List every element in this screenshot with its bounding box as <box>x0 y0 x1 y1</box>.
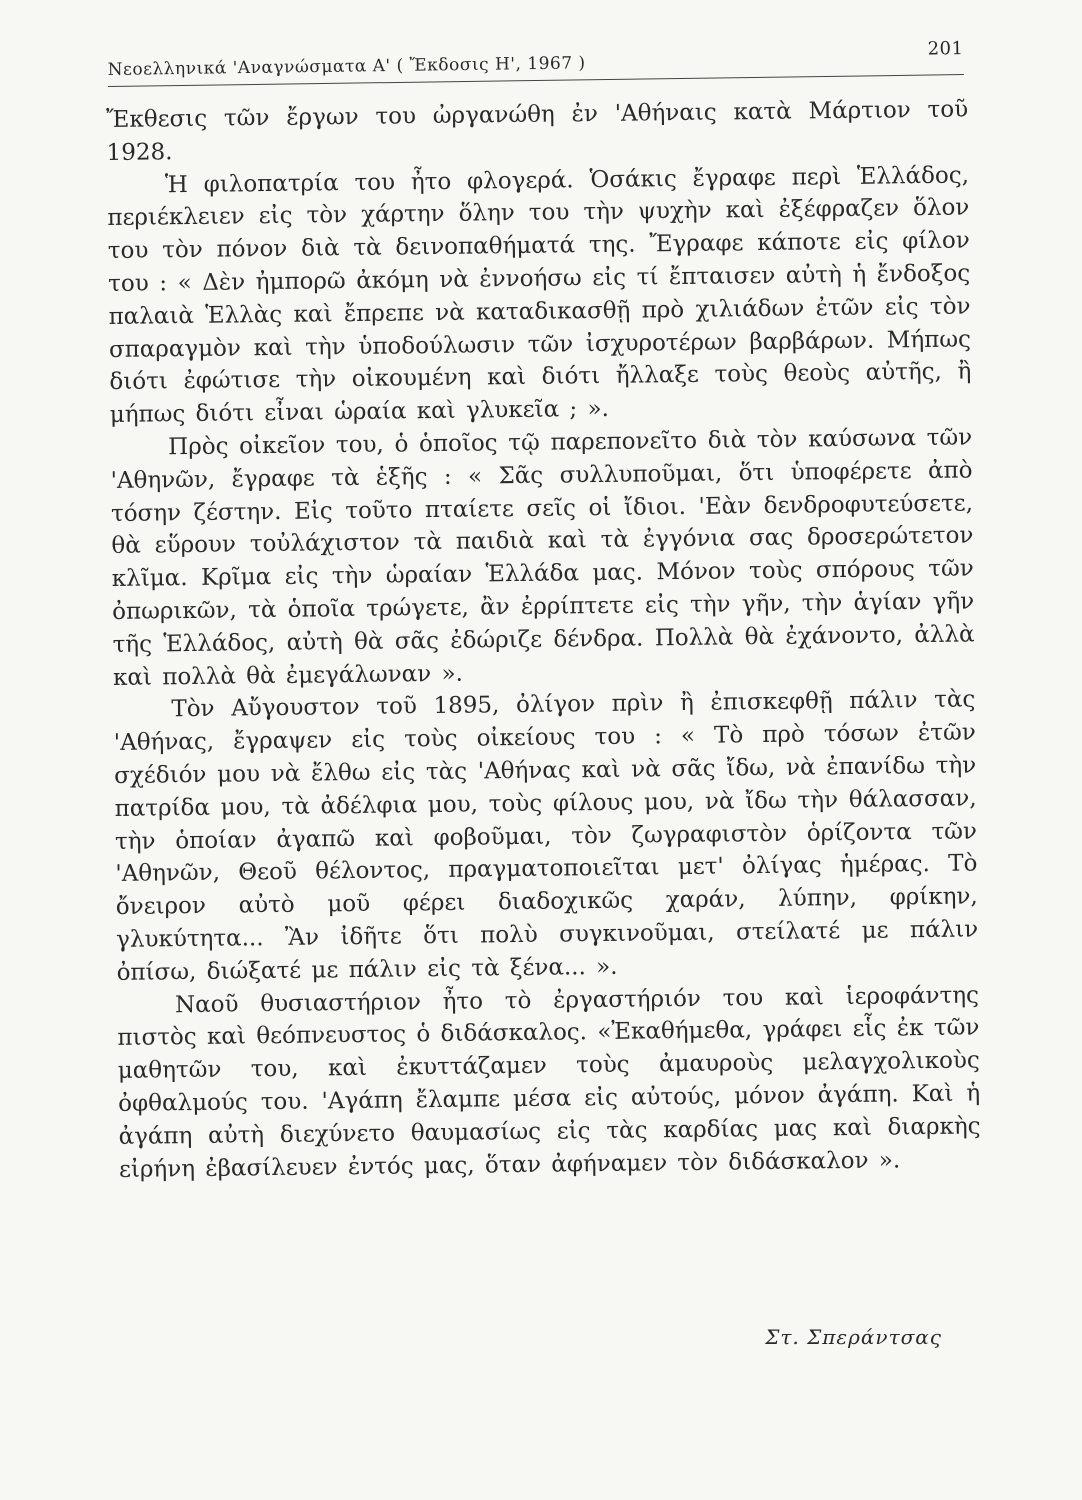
page-number: 201 <box>927 38 964 60</box>
running-title: Νεοελληνικά 'Αναγνώσματα Α' ( Ἔκδοσις Η', 1967 ) <box>107 53 586 81</box>
paragraph: Ναοῦ θυσιαστήριον ἦτο τὸ ἐργαστήριόν του καὶ ἱεροφάντης πιστὸς καὶ θεόπνευστος ὁ διδάσκαλος. «Ἐκαθήμεθα, γράφει εἷς ἐκ τῶν μαθητῶν του, καὶ ἐκυττάζαμεν τοὺς ἀμαυροὺς μελαγχολικοὺς ὀφθαλμούς του. 'Αγάπη ἔλαμπε μέσα εἰς αὐτούς, μόνον ἀγάπη. Καὶ ἡ ἀγάπη αὐτὴ διεχύνετο θαυμασίως εἰς τὰς καρδίας μας καὶ διαρκὴς εἰρήνη ἐβασίλευεν ἐντός μας, ὅταν ἀφήναμεν τὸν διδάσκαλον ». <box>117 981 981 1183</box>
author-signature: Στ. Σπεράντσας <box>765 1325 942 1349</box>
paragraph: Ἡ φιλοπατρία του ἦτο φλογερά. Ὁσάκις ἔγραφε περὶ Ἑλλάδος, περιέκλειεν εἰς τὸν χάρτην ὅλην του τὴν ψυχὴν καὶ ἐξέφραζεν ὅλον του τὸν πόνον διὰ τὰ δεινοπαθήματά της. Ἔγραφε κάποτε εἰς φίλον του : « Δὲν ἠμπορῶ ἀκόμη νὰ ἐννοήσω εἰς τί ἔπταισεν αὐτὴ ἡ ἔνδοξος παλαιὰ Ἑλλὰς καὶ ἔπρεπε νὰ καταδικασθῇ πρὸ χιλιάδων ἐτῶν εἰς τὸν σπαραγμὸν καὶ τὴν ὑποδούλωσιν τῶν ἰσχυροτέρων βαρβάρων. Μήπως διότι ἐφώτισε τὴν οἰκουμένη καὶ διότι ἤλλαξε τοὺς θεοὺς αὐτῆς, ἢ μήπως διότι εἶναι ὡραία καὶ γλυκεῖα ; ». <box>107 162 972 429</box>
body-text <box>106 93 981 1186</box>
paragraph: Πρὸς οἰκεῖον του, ὁ ὁποῖος τῷ παρεπονεῖτο διὰ τὸν καύσωνα τῶν 'Αθηνῶν, ἔγραφε τὰ ἑξῆς : « Σᾶς συλλυποῦμαι, ὅτι ὑποφέρετε ἀπὸ τόσην ζέστην. Εἰς τοῦτο πταίετε σεῖς οἱ ἴδιοι. 'Εὰν δενδροφυτεύσετε, θὰ εὕρουν τοὐλάχιστον τὰ παιδιὰ καὶ τὰ ἐγγόνια σας δροσερώτετον κλῖμα. Κρῖμα εἰς τὴν ὡραίαν Ἑλλάδα μας. Μόνον τοὺς σπόρους τῶν ὀπωρικῶν, τὰ ὁποῖα τρώγετε, ἂν ἐρρίπτετε εἰς τὴν γῆν, τὴν ἁγίαν γῆν τῆς Ἑλλάδος, αὐτὴ θὰ σᾶς ἐδώριζε δένδρα. Πολλὰ θὰ ἐχάνοντο, ἀλλὰ καὶ πολλὰ θὰ ἐμεγάλωναν ». <box>110 424 975 691</box>
paragraph: Τὸν Αὔγουστον τοῦ 1895, ὀλίγον πρὶν ἢ ἐπισκεφθῇ πάλιν τὰς 'Αθήνας, ἔγραψεν εἰς τοὺς οἰκείους του : « Τὸ πρὸ τόσων ἐτῶν σχέδιόν μου νὰ ἔλθω εἰς τὰς 'Αθήνας καὶ νὰ σᾶς ἴδω, νὰ ἐπανίδω τὴν πατρίδα μου, τὰ ἀδέλφια μου, τοὺς φίλους μου, νὰ ἴδω τὴν θάλασσαν, τὴν ὁποίαν ἀγαπῶ καὶ φοβοῦμαι, τὸν ζωγραφιστὸν ὁρίζοντα τῶν 'Αθηνῶν, Θεοῦ θέλοντος, πραγματοποιεῖται μετ' ὀλίγας ἡμέρας. Τὸ ὄνειρον αὐτὸ μοῦ φέρει διαδοχικῶς χαράν, λύπην, φρίκην, γλυκύτητα... Ἂν ἰδῆτε ὅτι πολὺ συγκινοῦμαι, στείλατέ με πάλιν ὀπίσω, διώξατέ με πάλιν εἰς τὰ ξένα... ». <box>113 686 979 986</box>
paragraph: Ἔκθεσις τῶν ἔργων του ὠργανώθη ἐν 'Αθήναις κατὰ Μάρτιον τοῦ 1928. <box>106 96 969 166</box>
running-header <box>107 32 964 90</box>
